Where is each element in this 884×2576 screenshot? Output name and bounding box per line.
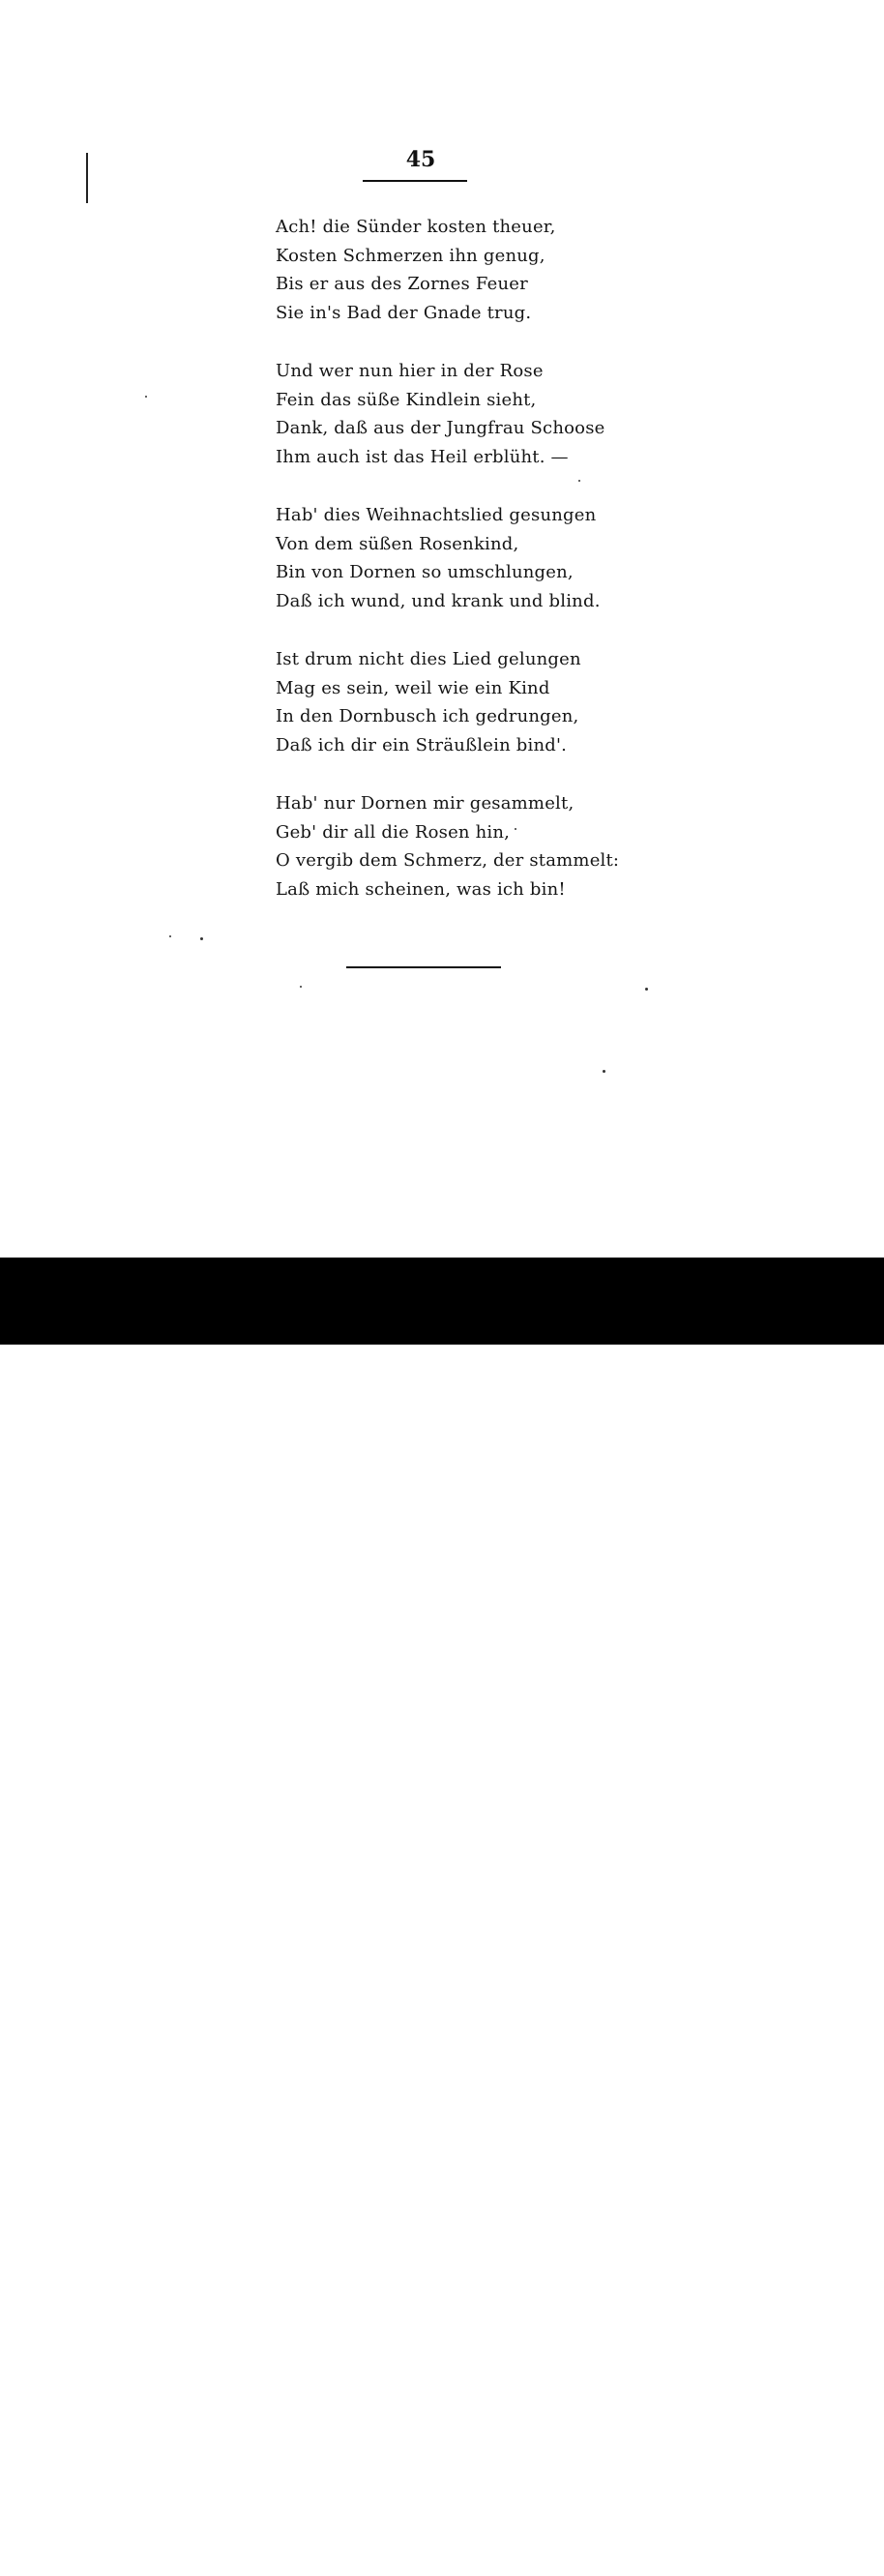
poem-line: Von dem süßen Rosenkind,	[276, 533, 519, 554]
poem	[276, 213, 624, 933]
poem-line: Daß ich dir ein Sträußlein bind'.	[276, 734, 568, 755]
end-rule	[346, 966, 501, 968]
poem-line: Geb' dir all die Rosen hin,	[276, 821, 511, 843]
poem-line: Daß ich wund, und krank und blind.	[276, 590, 601, 611]
poem-line: O vergib dem Schmerz, der stammelt:	[276, 850, 620, 871]
poem-line: Laß mich scheinen, was ich bin!	[276, 878, 566, 900]
poem-line: In den Dornbusch ich gedrungen,	[276, 706, 579, 726]
paper-speck	[300, 986, 302, 988]
watermark-footer	[0, 1258, 884, 2576]
poem-line: Sie in's Bad der Gnade trug.	[276, 302, 532, 323]
header-rule	[363, 180, 467, 182]
poem-line: Hab' dies Weihnachtslied gesungen	[276, 505, 597, 525]
image-id: JE7H38	[783, 2536, 836, 2553]
poem-line: Bis er aus des Zornes Feuer	[276, 274, 528, 294]
poem-line: Dank, daß aus der Jungfrau Schoose	[276, 418, 605, 438]
paper-speck	[578, 480, 580, 482]
stanza-4	[276, 645, 624, 759]
poem-line: Mag es sein, weil wie ein Kind	[276, 677, 550, 698]
stanza-2	[276, 357, 624, 471]
stanza-5	[276, 789, 624, 903]
page-number: 45	[405, 147, 436, 172]
poem-line: Ist drum nicht dies Lied gelungen	[276, 649, 581, 669]
watermark-logo: alamy	[31, 2527, 142, 2572]
paper-speck	[645, 988, 648, 991]
paper-speck	[603, 1070, 605, 1073]
book-page	[0, 0, 884, 1258]
paper-speck	[200, 937, 203, 940]
poem-line: Kosten Schmerzen ihn genug,	[276, 245, 545, 266]
poem-line: Bin von Dornen so umschlungen,	[276, 562, 574, 582]
paper-speck	[515, 828, 516, 830]
stanza-1	[276, 213, 624, 327]
stanza-3	[276, 501, 624, 615]
poem-line: Ach! die Sünder kosten theuer,	[276, 217, 556, 237]
margin-mark	[86, 153, 88, 203]
paper-speck	[169, 935, 171, 937]
site-url: www.alamy.com	[731, 2560, 836, 2576]
poem-line: Fein das süße Kindlein sieht,	[276, 389, 537, 410]
poem-line: Ihm auch ist das Heil erblüht. —	[276, 446, 569, 467]
paper-speck	[145, 396, 147, 398]
poem-line: Und wer nun hier in der Rose	[276, 361, 544, 381]
poem-line: Hab' nur Dornen mir gesammelt,	[276, 793, 575, 814]
